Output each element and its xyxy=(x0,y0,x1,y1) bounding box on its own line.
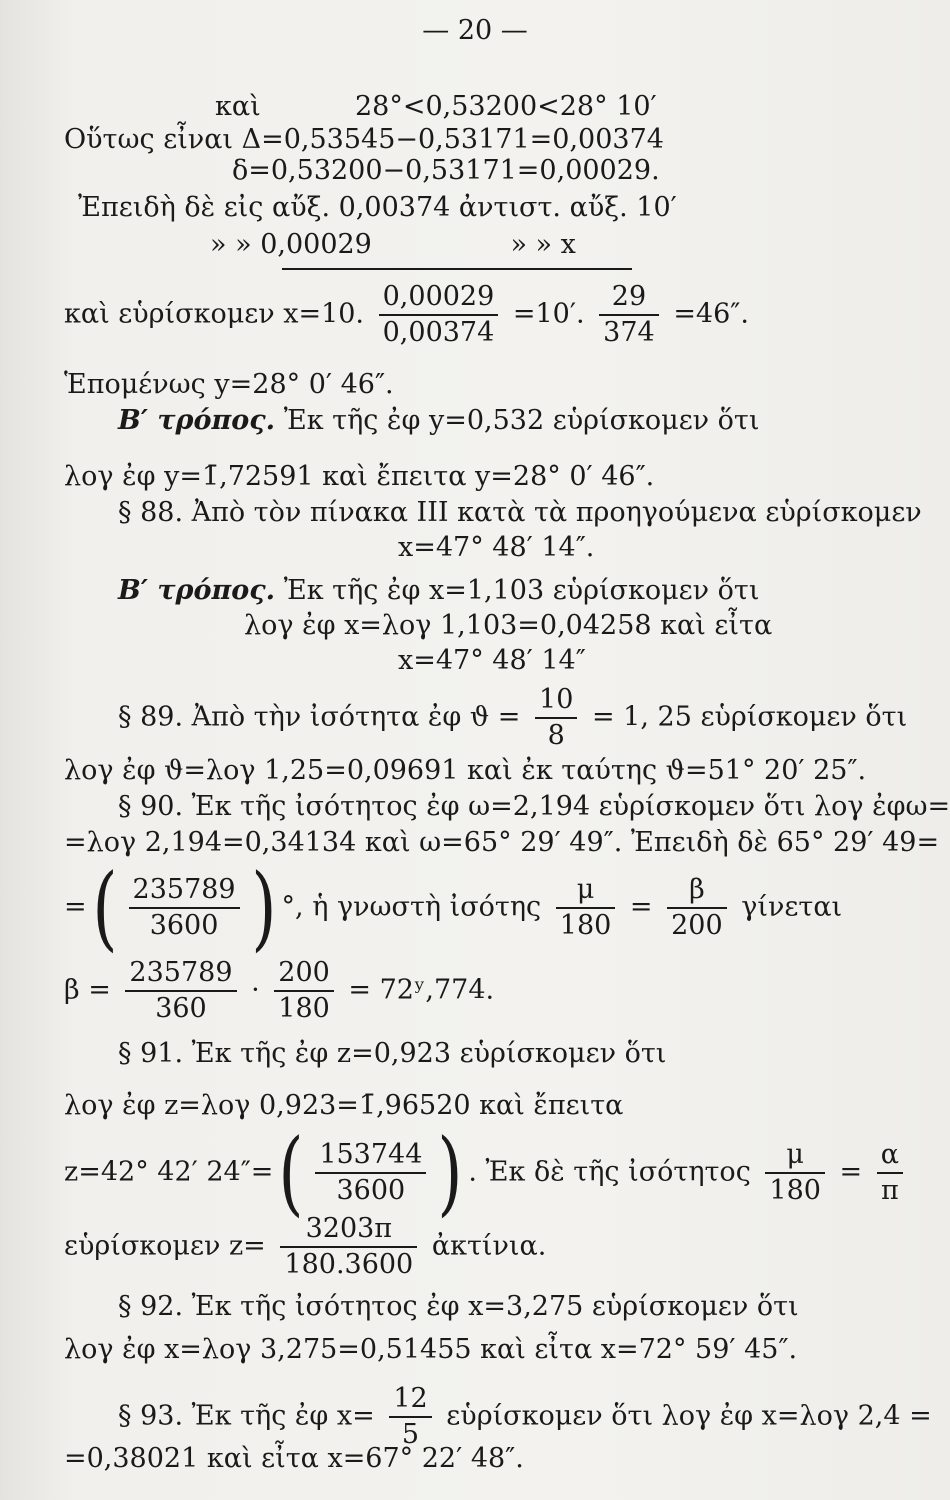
line-6 xyxy=(64,280,749,350)
line-26: λογ ἐφ x=λογ 3,275=0,51455 καὶ εἶτα x=72° 59′ 45″. xyxy=(64,1334,798,1365)
line-21: § 91. Ἐκ τῆς ἐφ z=0,923 εὑρίσκομεν ὅτι xyxy=(118,1038,667,1069)
line-23: z=42° 42′ 24″=( $\frac{153744}{3600}$ ) . Ἐκ δὲ τῆς ἰσότητος $\frac{\mu}{180}$ = $\frac{\alpha}{\pi}$ xyxy=(64,1127,909,1219)
line-22: λογ ἐφ z=λογ 0,923=1̄,96520 καὶ ἔπειτα xyxy=(64,1090,624,1121)
fraction-6b: $\frac{29}{374}$ xyxy=(599,280,659,350)
line-27: § 93. Ἐκ τῆς ἐφ x= $\frac{12}{5}$ εὑρίσκομεν ὅτι λογ ἐφ x=λογ 2,4 = xyxy=(118,1383,932,1450)
line-6-a: καὶ εὑρίσκομεν x=10. xyxy=(64,298,365,330)
line-17: § 90. Ἐκ τῆς ἰσότητος ἐφ ω=2,194 εὑρίσκομεν ὅτι λογ ἐφω= xyxy=(118,791,950,822)
line-1b: 28°<0,53200<28° 10′ xyxy=(355,91,657,122)
line-14: x=47° 48′ 14″ xyxy=(398,645,586,676)
line-8: Β′ τρόπος. Ἐκ τῆς ἐφ y=0,532 εὑρίσκομεν ὅτι xyxy=(118,405,760,436)
fraction-19c: $\frac{\beta}{200}$ xyxy=(667,873,727,943)
fraction-19a: $\frac{235789}{3600}$ xyxy=(129,873,240,943)
line-12: Β′ τρόπος. Ἐκ τῆς ἐφ x=1,103 εὑρίσκομεν ὅτι xyxy=(118,575,760,606)
line-2: Οὕτως εἶναι Δ=0,53545−0,53171=0,00374 xyxy=(64,124,664,155)
line-13: λογ ἐφ x=λογ 1,103=0,04258 καὶ εἶτα xyxy=(244,610,773,641)
fraction-19b: $\frac{\mu}{180}$ xyxy=(556,873,616,943)
fraction-6a: $\frac{0,00029}{0,00374}$ xyxy=(379,280,499,350)
proportion-rule xyxy=(282,268,632,270)
page-number: — 20 — xyxy=(422,15,528,46)
line-7: Ἑπομένως y=28° 0′ 46″. xyxy=(64,369,394,400)
line-10: § 88. Ἀπὸ τὸν πίνακα III κατὰ τὰ προηγούμενα εὑρίσκομεν xyxy=(118,497,922,528)
fraction-27: $\frac{12}{5}$ xyxy=(389,1382,431,1452)
method-label-2: Β′ τρόπος. xyxy=(118,575,276,606)
fraction-23a: $\frac{153744}{3600}$ xyxy=(315,1138,426,1208)
line-20: β = $\frac{235789}{360}$ · $\frac{200}{180}$ = 72ʸ,774. xyxy=(64,957,495,1024)
line-15: § 89. Ἀπὸ τὴν ἰσότητα ἐφ ϑ = $\frac{10}{8}$ = 1, 25 εὑρίσκομεν ὅτι xyxy=(118,684,908,751)
line-6-c: =46″. xyxy=(673,298,749,330)
line-5-b: » » x xyxy=(510,229,576,260)
fraction-20a: $\frac{235789}{360}$ xyxy=(125,956,236,1026)
line-28: =0,38021 καὶ εἶτα x=67° 22′ 48″. xyxy=(64,1443,524,1474)
fraction-23c: $\frac{\alpha}{\pi}$ xyxy=(877,1138,903,1208)
line-25: § 92. Ἐκ τῆς ἰσότητος ἐφ x=3,275 εὑρίσκομεν ὅτι xyxy=(118,1291,799,1322)
line-24: εὑρίσκομεν z= $\frac{3203\pi}{180.3600}$ ἀκτίνια. xyxy=(64,1213,547,1280)
line-3: δ=0,53200−0,53171=0,00029. xyxy=(232,155,660,186)
fraction-20b: $\frac{200}{180}$ xyxy=(274,956,334,1026)
line-5 xyxy=(210,228,576,262)
line-18: =λογ 2,194=0,34134 καὶ ω=65° 29′ 49″. Ἐπειδὴ δὲ 65° 29′ 49= xyxy=(64,827,940,858)
fraction-24: $\frac{3203\pi}{180.3600}$ xyxy=(280,1212,417,1282)
line-4: Ἐπειδὴ δὲ εἰς αὔξ. 0,00374 ἀντιστ. αὔξ. 10′ xyxy=(78,192,677,223)
line-16: λογ ἐφ ϑ=λογ 1,25=0,09691 καὶ ἐκ ταύτης ϑ=51° 20′ 25″. xyxy=(64,755,867,786)
line-11: x=47° 48′ 14″. xyxy=(398,532,595,563)
line-9: λογ ἐφ y=1̄,72591 καὶ ἔπειτα y=28° 0′ 46″. xyxy=(64,461,655,492)
line-19: =( $\frac{235789}{3600}$ ) °, ἡ γνωστὴ ἰσότης $\frac{\mu}{180}$ = $\frac{\beta}{200}$ γίνεται xyxy=(64,854,843,961)
fraction-23b: $\frac{\mu}{180}$ xyxy=(765,1138,825,1208)
line-1a: καὶ xyxy=(215,91,261,122)
method-label: Β′ τρόπος. xyxy=(118,405,276,436)
line-6-b: =10′. xyxy=(512,298,585,330)
fraction-15: $\frac{10}{8}$ xyxy=(535,683,577,753)
line-5-a: » » 0,00029 xyxy=(210,229,372,260)
